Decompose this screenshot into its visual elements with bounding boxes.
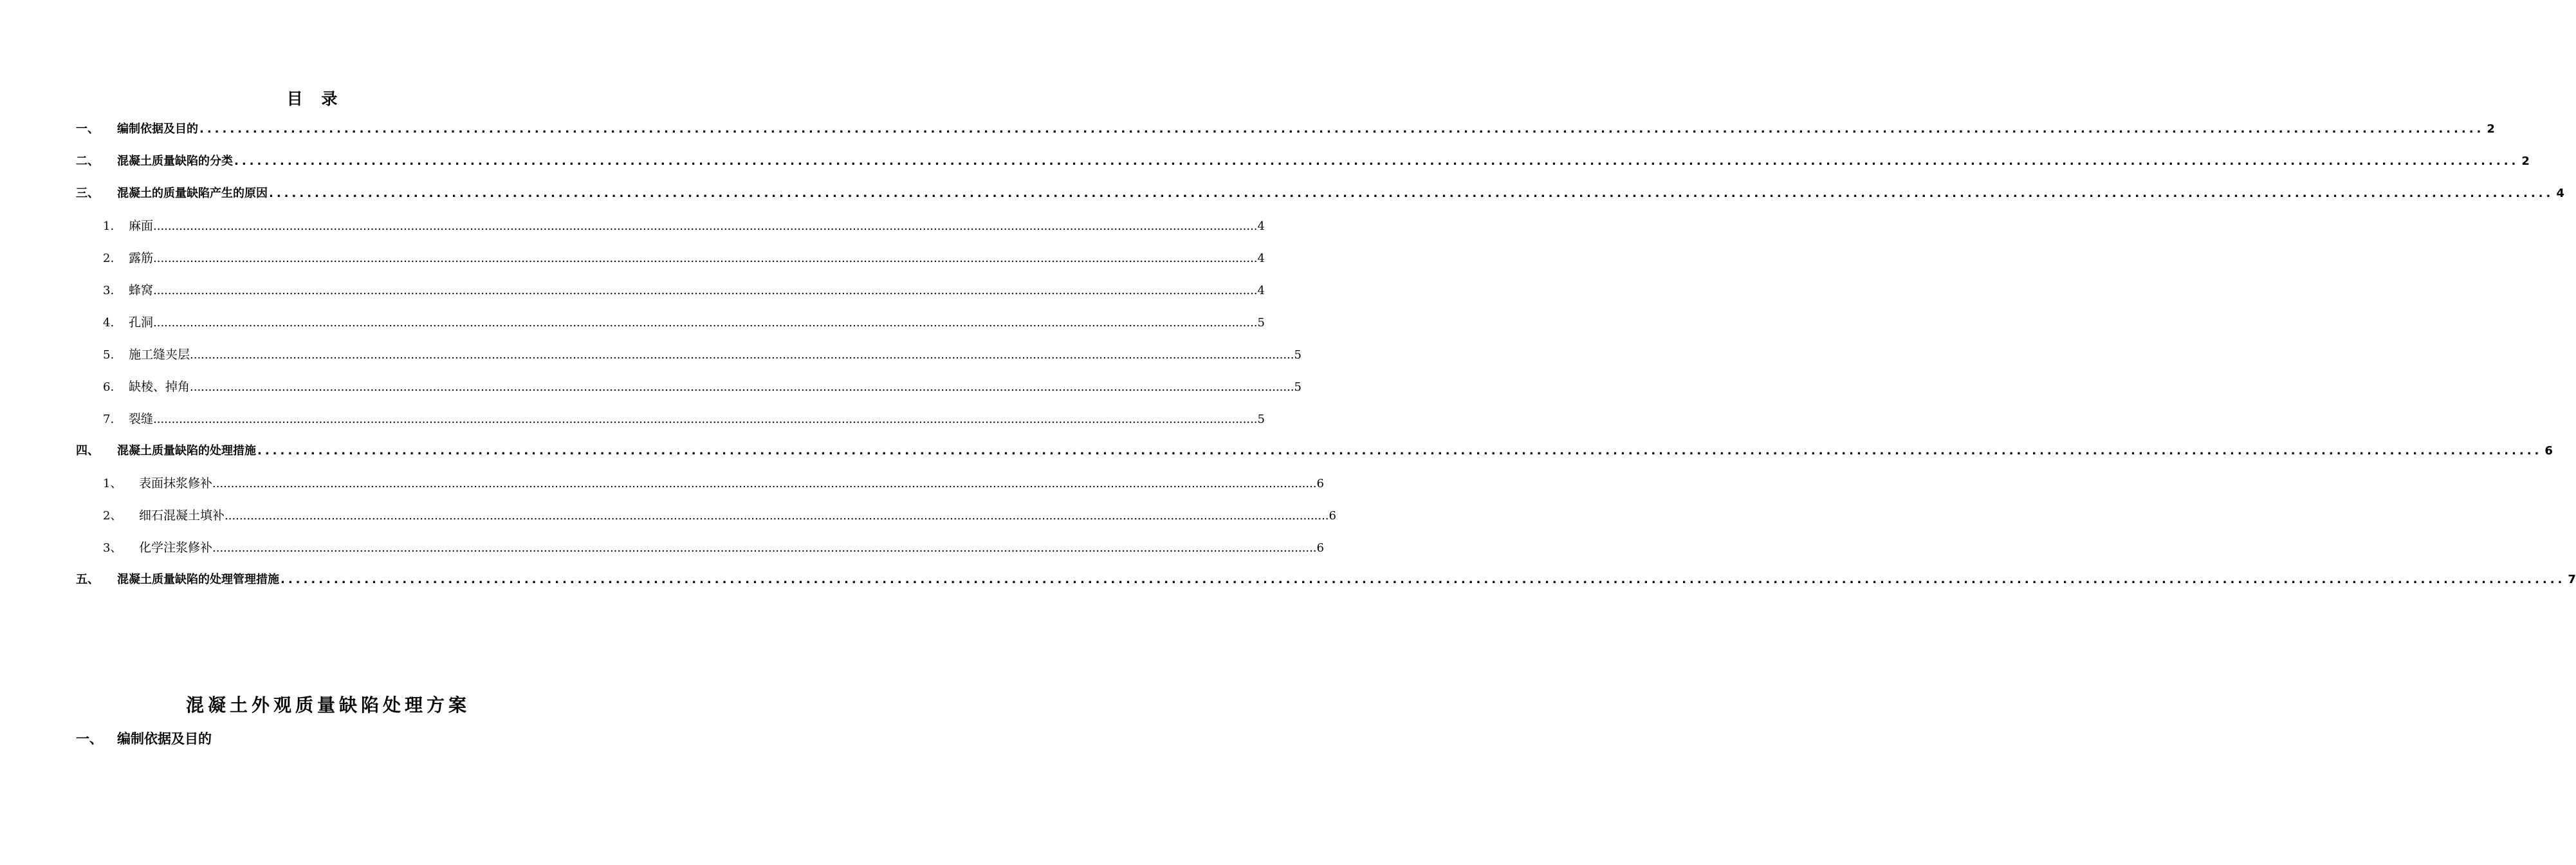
toc-leader-dots: ............................................................................................................................................................................................................................................................................................................ <box>153 219 1258 233</box>
toc-entry-page: 5 <box>1294 380 1302 394</box>
toc-subentry[interactable] <box>0 467 1324 499</box>
section-heading <box>76 729 212 748</box>
toc-subentry[interactable] <box>0 403 1265 435</box>
section-title: 编制依据及目的 <box>117 731 212 747</box>
toc-entry-number: 6. <box>103 380 115 394</box>
toc-entry-page: 5 <box>1257 413 1265 426</box>
toc-leader-dots: ............................................................................................................................................................................................................................................................................................................ <box>190 380 1294 394</box>
toc-entry-number: 2. <box>103 252 115 265</box>
toc-entry-number: 二、 <box>76 154 99 168</box>
toc-entry-number: 3、 <box>103 541 122 555</box>
toc-entry-page: 4 <box>1257 284 1265 297</box>
toc-entry-page: 4 <box>1257 252 1265 265</box>
toc-entry-number: 5. <box>103 348 115 362</box>
toc-entry-title: 化学注浆修补 <box>139 541 213 555</box>
toc-entry[interactable] <box>0 435 2553 467</box>
toc-entry-title: 表面抹浆修补 <box>139 476 213 490</box>
toc-entry-title: 混凝土质量缺陷的分类 <box>117 154 233 168</box>
toc-subentry[interactable] <box>0 274 1265 306</box>
toc-subentry[interactable] <box>0 306 1265 339</box>
toc-entry-number: 1. <box>103 219 115 233</box>
toc-entry-title: 缺棱、掉角 <box>129 380 190 394</box>
toc-leader-dots: ............................................................................................................................................................................................................................................................................................................ <box>153 284 1258 297</box>
toc-subentry[interactable] <box>0 532 1324 564</box>
toc-entry-page: 5 <box>1257 316 1265 330</box>
toc-leader-dots: ............................................................................................................................................................................................................................................................................................................ <box>269 187 2554 200</box>
toc-entry-number: 2、 <box>103 509 122 523</box>
toc-entry-number: 7. <box>103 413 115 426</box>
toc-entry-number: 四、 <box>76 444 99 458</box>
toc-entry-title: 混凝土的质量缺陷产生的原因 <box>117 187 268 200</box>
toc-entry-page: 5 <box>1294 348 1302 362</box>
toc-leader-dots: ............................................................................................................................................................................................................................................................................................................ <box>212 477 1317 490</box>
toc-entry-title: 麻面 <box>129 219 154 233</box>
toc-entry-title: 露筋 <box>129 251 154 265</box>
toc-entry-number: 三、 <box>76 187 99 200</box>
toc-leader-dots: ............................................................................................................................................................................................................................................................................................................ <box>153 316 1258 330</box>
toc-entry-number: 五、 <box>76 573 99 586</box>
toc-entry-number: 1、 <box>103 477 122 490</box>
toc-entry-title: 混凝土质量缺陷的处理管理措施 <box>117 573 279 586</box>
toc-subentry[interactable] <box>0 499 1336 532</box>
toc-subentry[interactable] <box>0 210 1265 242</box>
table-of-contents <box>0 113 2576 596</box>
toc-leader-dots: ............................................................................................................................................................................................................................................................................................................ <box>225 509 1329 523</box>
document-title: 混凝土外观质量缺陷处理方案 <box>185 694 470 716</box>
toc-leader-dots: ............................................................................................................................................................................................................................................................................................................ <box>257 444 2543 458</box>
toc-leader-dots: ............................................................................................................................................................................................................................................................................................................ <box>199 122 2485 136</box>
toc-entry-page: 6 <box>2544 444 2553 458</box>
toc-entry-page: 6 <box>1329 509 1336 523</box>
toc-leader-dots: ............................................................................................................................................................................................................................................................................................................ <box>153 413 1258 426</box>
toc-entry-title: 混凝土质量缺陷的处理措施 <box>117 444 256 458</box>
toc-entry-page: 6 <box>1316 541 1324 555</box>
toc-entry-title: 裂缝 <box>129 412 154 426</box>
toc-leader-dots: ............................................................................................................................................................................................................................................................................................................ <box>190 348 1294 362</box>
toc-entry-title: 细石混凝土填补 <box>139 508 225 523</box>
toc-entry-title: 蜂窝 <box>129 283 154 297</box>
toc-entry-page: 7 <box>2568 573 2576 586</box>
toc-entry[interactable] <box>0 178 2564 210</box>
toc-entry-page: 4 <box>1257 219 1265 233</box>
toc-entry-title: 孔洞 <box>129 315 154 330</box>
toc-leader-dots: ............................................................................................................................................................................................................................................................................................................ <box>234 154 2519 168</box>
toc-entry-page: 2 <box>2521 154 2530 168</box>
toc-leader-dots: ............................................................................................................................................................................................................................................................................................................ <box>153 252 1258 265</box>
toc-entry-page: 6 <box>1316 477 1324 490</box>
toc-entry-page: 4 <box>2556 187 2564 200</box>
toc-entry-title: 编制依据及目的 <box>117 122 198 136</box>
toc-entry-title: 施工缝夹层 <box>129 348 190 362</box>
toc-entry[interactable] <box>0 145 2530 178</box>
toc-entry-page: 2 <box>2487 122 2495 136</box>
toc-subentry[interactable] <box>0 371 1302 403</box>
toc-entry-number: 3. <box>103 284 115 297</box>
toc-subentry[interactable] <box>0 242 1265 274</box>
toc-title: 目 录 <box>286 89 344 108</box>
toc-subentry[interactable] <box>0 339 1302 371</box>
toc-entry-number: 4. <box>103 316 115 330</box>
toc-entry[interactable] <box>0 113 2495 145</box>
toc-entry[interactable] <box>0 564 2576 596</box>
toc-leader-dots: ............................................................................................................................................................................................................................................................................................................ <box>281 573 2566 586</box>
section-number: 一、 <box>76 731 103 747</box>
toc-leader-dots: ............................................................................................................................................................................................................................................................................................................ <box>212 541 1317 555</box>
toc-entry-number: 一、 <box>76 122 99 136</box>
